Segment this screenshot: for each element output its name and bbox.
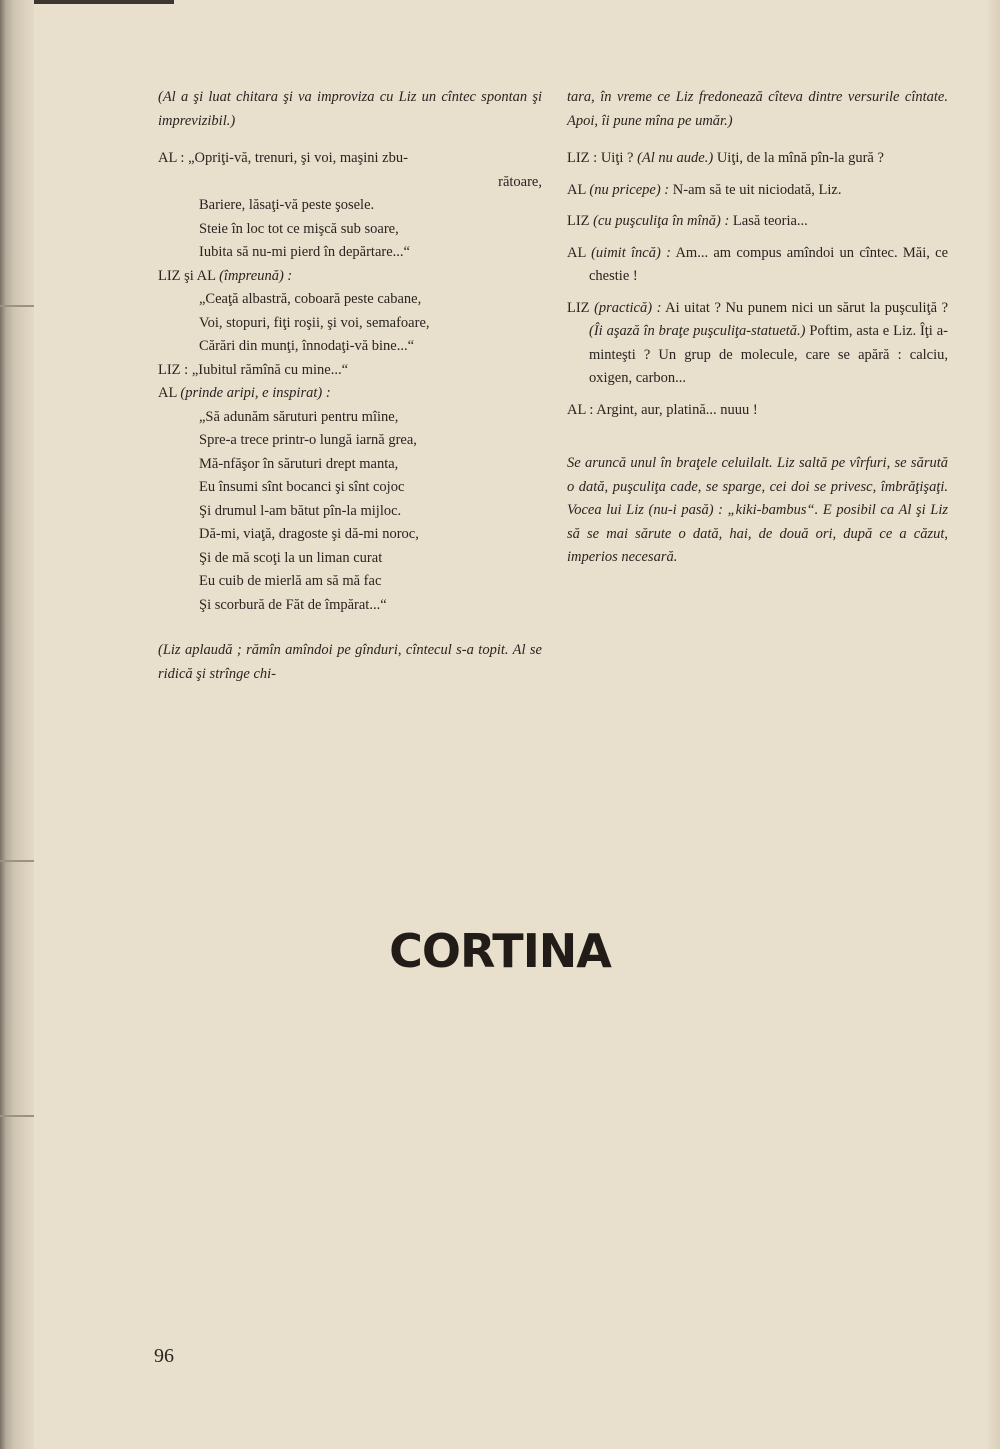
page-number: 96 [154, 1345, 174, 1367]
right-column [567, 86, 948, 570]
stage-direction: (nu pricepe) : [589, 181, 670, 198]
verse-line: rătoare, [498, 173, 542, 190]
stage-direction: (prinde aripi, e inspirat) : [180, 385, 331, 401]
top-edge-mark [34, 0, 174, 4]
dialogue-line [567, 399, 948, 423]
curtain-heading: CORTINA [389, 924, 611, 978]
verse-line: Spre-a trece printr-o lungă iarnă grea, [199, 432, 417, 448]
verse-line: Iubita să nu-mi pierd în depărtare...“ [199, 244, 410, 260]
verse-line: Şi de mă scoţi la un liman curat [199, 549, 383, 566]
stage-direction: (Al nu aude.) [637, 150, 714, 166]
left-column [158, 86, 542, 686]
line-text: Poftim, asta e Liz. Îţi aminteşti ? Un grup de molecule, care se apără : calciu, oxigen, carbon... [589, 323, 948, 386]
book-spine [0, 0, 34, 1449]
line-text: Uiţi ? [600, 150, 634, 166]
line-text: N-am să te uit niciodată, Liz. [672, 181, 842, 198]
stage-direction: (împreună) : [219, 267, 293, 284]
verse-line: Şi scorbură de Făt de împărat...“ [199, 596, 387, 613]
verse-line: „Opriţi-vă, trenuri, şi voi, maşini zbu- [188, 150, 408, 166]
verse-line: Cărări din munţi, înnodaţi-vă bine...“ [199, 338, 415, 354]
verse-line: Eu însumi sînt bocanci şi sînt cojoc [199, 479, 405, 495]
speaker-al: AL : [158, 150, 185, 166]
speaker-al: AL [158, 385, 177, 401]
stage-direction: (practică) : [594, 299, 662, 316]
verse-line: „Să adunăm săruturi pentru mîine, [199, 408, 399, 425]
verse-line: Bariere, lăsaţi-vă peste şosele. [199, 197, 375, 213]
stage-direction-final: Se aruncă unul în braţele celuilalt. Liz saltă pe vîrfuri, se sărută o dată, puşculiţa cade, se sparge, cei doi se privesc, îmbrăţişaţi. Vocea lui Liz (nu-i pasă) : „kiki-bambus“. E posibil ca Al şi Liz să se mai sărute o dată, hai, de două ori, după ce a căzut, imperios necesară. [567, 455, 948, 565]
verse-line: Mă-nfăşor în săruturi drept manta, [199, 455, 399, 472]
verse-line: „Iubitul rămînă cu mine...“ [191, 361, 349, 378]
dialogue-line [567, 179, 948, 203]
al-verse-2 [158, 382, 542, 617]
speaker: AL [567, 181, 586, 198]
dialogue-line [567, 147, 948, 171]
liz-line [158, 359, 542, 383]
stage-direction: (uimit încă) : [591, 244, 671, 261]
verse-line: „Ceaţă albastră, coboară peste cabane, [199, 291, 422, 307]
dialogue-line [567, 210, 948, 234]
line-text: Argint, aur, platină... nuuu ! [596, 401, 758, 418]
speaker: AL : [567, 401, 594, 418]
stage-direction-applause: (Liz aplaudă ; rămîn amîndoi pe gînduri, cîntecul s-a topit. Al se ridică şi strînge chi- [158, 642, 542, 682]
speaker-liz: LIZ : [158, 361, 189, 378]
both-verse [158, 265, 542, 359]
verse-line: Eu cuib de mierlă am să mă fac [199, 573, 382, 589]
line-text: Uiţi, de la mînă pîn-la gură ? [716, 150, 884, 166]
verse-line: Steie în loc tot ce mişcă sub soare, [199, 220, 399, 237]
dialogue-line [567, 297, 948, 391]
line-text: Am... am compus amîndoi un cîntec. Măi, ce chestie ! [589, 244, 949, 284]
stage-direction-opening: (Al a şi luat chitara şi va improviza cu Liz un cîntec spontan şi imprevizibil.) [158, 89, 542, 129]
speaker: LIZ [567, 213, 590, 229]
verse-line: Dă-mi, viaţă, dragoste şi dă-mi noroc, [199, 526, 419, 542]
line-text: Ai uitat ? Nu punem nici un sărut la puşculiţă ? [665, 299, 949, 316]
al-verse-1 [158, 147, 542, 265]
line-text: Lasă teoria... [732, 213, 808, 229]
speaker: LIZ [567, 299, 590, 316]
stage-direction-continued: tara, în vreme ce Liz fredonează cîteva dintre versurile cîntate. Apoi, îi pune mîna pe umăr.) [567, 89, 948, 129]
verse-line: Voi, stopuri, fiţi roşii, şi voi, semafoare, [199, 314, 430, 331]
page-edge-shade [986, 0, 1000, 1449]
speaker-liz-and-al: LIZ şi AL [158, 267, 216, 284]
verse-line: Şi drumul l-am bătut pîn-la mijloc. [199, 502, 402, 519]
dialogue [567, 147, 948, 422]
stage-direction: (cu puşculiţa în mînă) : [593, 213, 730, 229]
speaker: LIZ : [567, 150, 598, 166]
stage-direction: (Îi aşază în braţe puşculiţa-statuetă.) [589, 323, 806, 339]
dialogue-line [567, 242, 948, 289]
speaker: AL [567, 244, 586, 261]
